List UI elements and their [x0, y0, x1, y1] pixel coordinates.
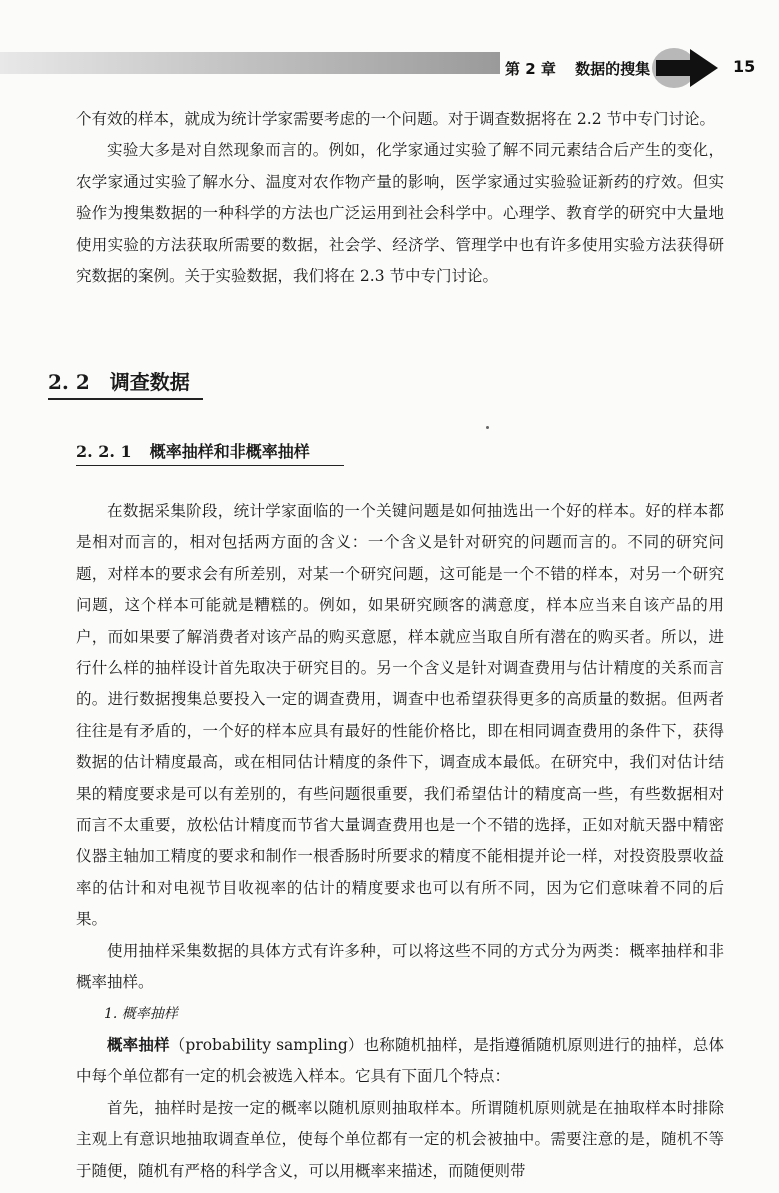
section-heading [48, 366, 203, 400]
body-text [76, 496, 724, 1187]
section-title: 调查数据 [109, 370, 190, 394]
subsection-number: 2. 2. 1 [76, 442, 132, 461]
paragraph [76, 1030, 724, 1093]
subsection-heading [76, 439, 344, 466]
subheading: 1. 概率抽样 [104, 1005, 178, 1022]
chapter-title: 数据的搜集 [575, 60, 651, 78]
header-band [0, 52, 500, 74]
paragraph: 使用抽样采集数据的具体方式有许多种，可以将这些不同的方式分为两类：概率抽样和非概率抽样。 [76, 941, 724, 992]
arrow-right-icon [650, 45, 722, 91]
paragraph: 首先，抽样时是按一定的概率以随机原则抽取样本。所谓随机原则就是在抽取样本时排除主观上有意识地抽取调查单位，使每个单位都有一定的机会被抽中。需要注意的是，随机不等于随便，随机有严格的科学含义，可以用概率来描述，而随便则带 [76, 1098, 724, 1180]
intro-text [76, 104, 724, 292]
subsection-title: 概率抽样和非概率抽样 [149, 442, 310, 461]
section-number: 2. 2 [48, 370, 90, 394]
page-number: 15 [733, 57, 756, 76]
paragraph: 个有效的样本，就成为统计学家需要考虑的一个问题。对于调查数据将在 2.2 节中专门讨论。 [76, 110, 716, 128]
term-definition: （probability sampling）也称随机抽样，是指遵循随机原则进行的抽样，总体中每个单位都有一定的机会被选入样本。它具有下面几个特点： [76, 1035, 724, 1086]
term: 概率抽样 [107, 1035, 170, 1054]
running-header [505, 58, 650, 79]
speck [486, 426, 489, 429]
paragraph: 在数据采集阶段，统计学家面临的一个关键问题是如何抽选出一个好的样本。好的样本都是相对而言的，相对包括两方面的含义：一个含义是针对研究的问题而言的。不同的研究问题，对样本的要求会有所差别，对某一个研究问题，这可能是一个不错的样本，对另一个研究问题，这个样本可能就是糟糕的。例如，如果研究顾客的满意度，样本应当来自该产品的用户，而如果要了解消费者对该产品的购买意愿，样本就应当取自所有潜在的购买者。所以，进行什么样的抽样设计首先取决于研究目的。另一个含义是针对调查费用与估计精度的关系而言的。进行数据搜集总要投入一定的调查费用，调查中也希望获得更多的高质量的数据。但两者往往是有矛盾的，一个好的样本应具有最好的性能价格比，即在相同调查费用的条件下，获得数据的估计精度最高，或在相同估计精度的条件下，调查成本最低。在研究中，我们对估计结果的精度要求是可以有差别的，有些问题很重要，我们希望估计的精度高一些，有些数据相对而言不太重要，放松估计精度而节省大量调查费用也是一个不错的选择，正如对航天器中精密仪器主轴加工精度的要求和制作一根香肠时所要求的精度不能相提并论一样，对投资股票收益率的估计和对电视节目收视率的估计的精度要求也可以有所不同，因为它们意味着不同的后果。 [76, 502, 724, 929]
chapter-label: 第 2 章 [505, 60, 556, 78]
paragraph: 实验大多是对自然现象而言的。例如，化学家通过实验了解不同元素结合后产生的变化，农学家通过实验了解水分、温度对农作物产量的影响，医学家通过实验验证新药的疗效。但实验作为搜集数据的一种科学的方法也广泛运用到社会科学中。心理学、教育学的研究中大量地使用实验的方法获取所需要的数据，社会学、经济学、管理学中也有许多使用实验方法获得研究数据的案例。关于实验数据，我们将在 2.3 节中专门讨论。 [76, 141, 724, 286]
